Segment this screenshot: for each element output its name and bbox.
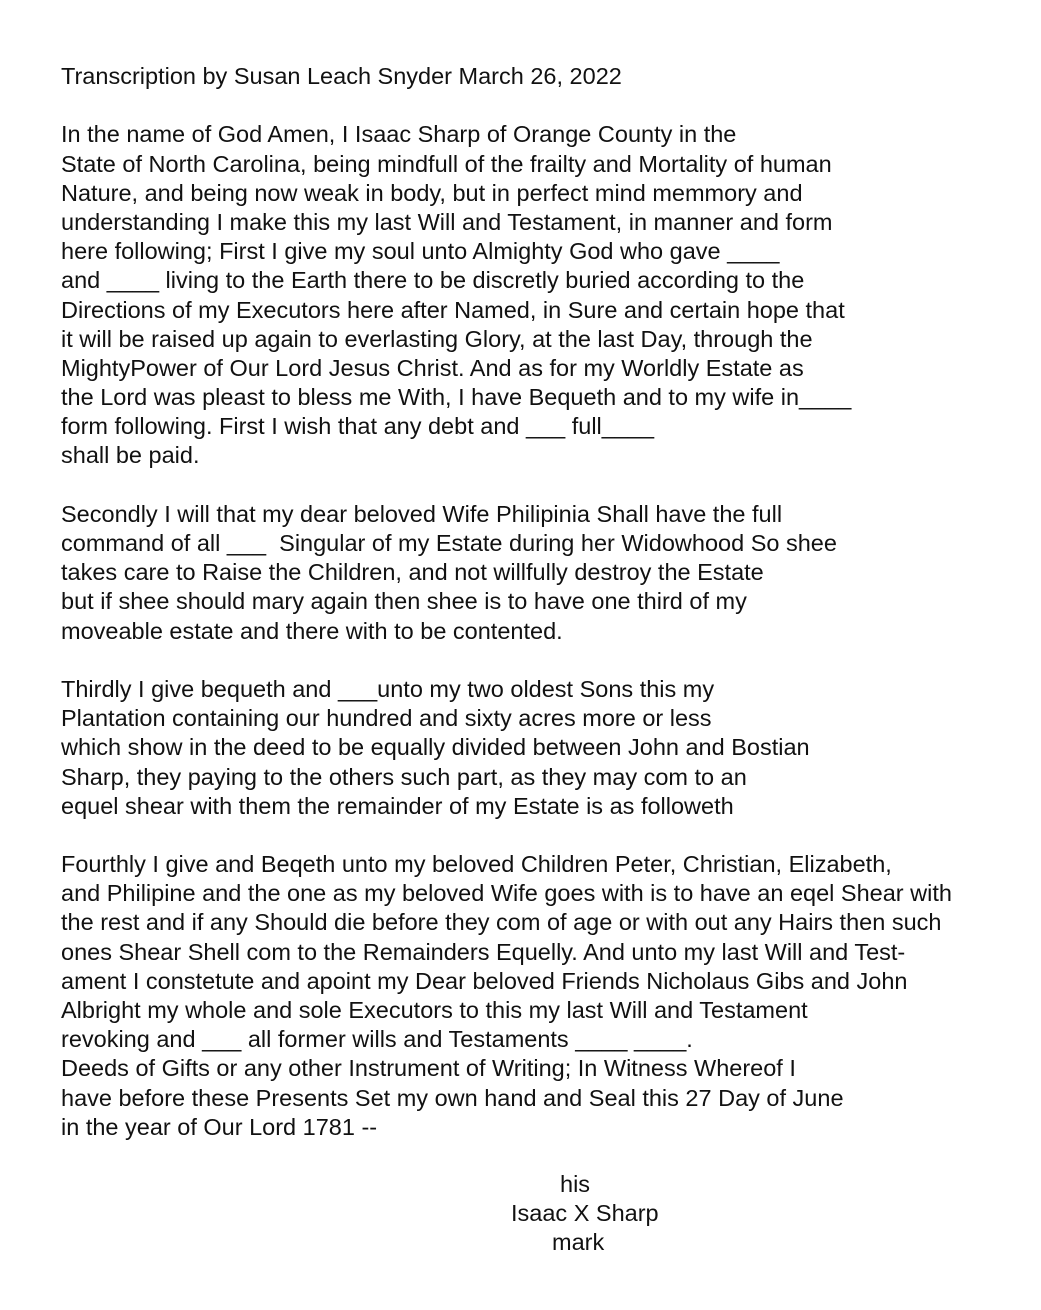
text-line: the Lord was pleast to bless me With, I have Bequeth and to my wife in____ bbox=[61, 384, 852, 411]
text-line: form following. First I wish that any debt and ___ full____ bbox=[61, 413, 655, 440]
paragraph-gap bbox=[61, 646, 1026, 675]
text-line: shall be paid. bbox=[61, 442, 200, 469]
text-line: MightyPower of Our Lord Jesus Christ. And as for my Worldly Estate as bbox=[61, 354, 804, 381]
signature-his: his bbox=[560, 1171, 591, 1197]
text-line: ament I constetute and apoint my Dear beloved Friends Nicholaus Gibs and John bbox=[61, 967, 908, 994]
text-line: understanding I make this my last Will and Testament, in manner and form bbox=[61, 208, 833, 235]
paragraph-gap bbox=[61, 471, 1026, 500]
text-line: Secondly I will that my dear beloved Wife Philipinia Shall have the full bbox=[61, 500, 783, 527]
text-line: it will be raised up again to everlasting Glory, at the last Day, through the bbox=[61, 325, 813, 352]
text-line: State of North Carolina, being mindfull of the frailty and Mortality of human bbox=[61, 150, 832, 177]
paragraph-gap bbox=[61, 91, 1026, 120]
paragraph-gap bbox=[61, 821, 1026, 850]
text-line: Deeds of Gifts or any other Instrument of Writing; In Witness Whereof I bbox=[61, 1055, 796, 1082]
text-line: equel shear with them the remainder of my Estate is as followeth bbox=[61, 792, 734, 819]
text-line: takes care to Raise the Children, and not willfully destroy the Estate bbox=[61, 559, 764, 586]
text-line: Sharp, they paying to the others such part, as they may com to an bbox=[61, 763, 747, 790]
paragraph-4 bbox=[61, 850, 1026, 1142]
text-line: but if shee should mary again then shee is to have one third of my bbox=[61, 588, 747, 615]
paragraph-1 bbox=[61, 120, 1026, 470]
text-line: Thirdly I give bequeth and ___unto my two oldest Sons this my bbox=[61, 675, 715, 702]
text-line: revoking and ___ all former wills and Testaments ____ ____. bbox=[61, 1026, 693, 1053]
text-line: the rest and if any Should die before they com of age or with out any Hairs then such bbox=[61, 909, 942, 936]
signature-name: Isaac X Sharp bbox=[511, 1200, 659, 1227]
text-line: Plantation containing our hundred and sixty acres more or less bbox=[61, 705, 712, 732]
text-line: and Philipine and the one as my beloved Wife goes with is to have an eqel Shear with bbox=[61, 880, 952, 907]
text-line: Directions of my Executors here after Named, in Sure and certain hope that bbox=[61, 296, 845, 323]
paragraph-2 bbox=[61, 500, 1026, 646]
text-line: have before these Presents Set my own hand and Seal this 27 Day of June bbox=[61, 1084, 844, 1111]
text-line: in the year of Our Lord 1781 -- bbox=[61, 1113, 378, 1140]
text-line: Albright my whole and sole Executors to this my last Will and Testament bbox=[61, 997, 808, 1023]
paragraph-3 bbox=[61, 675, 1026, 821]
signature-block bbox=[500, 1170, 660, 1258]
text-line: ones Shear Shell com to the Remainders Equelly. And unto my last Will and Test- bbox=[61, 938, 906, 965]
text-line: here following; First I give my soul unto Almighty God who gave ____ bbox=[61, 238, 780, 265]
text-line: which show in the deed to be equally divided between John and Bostian bbox=[61, 734, 810, 761]
text-line: In the name of God Amen, I Isaac Sharp of Orange County in the bbox=[61, 121, 737, 148]
text-line: moveable estate and there with to be contented. bbox=[61, 617, 563, 644]
text-line: Nature, and being now weak in body, but in perfect mind memmory and bbox=[61, 179, 803, 206]
text-line: and ____ living to the Earth there to be discretly buried according to the bbox=[61, 267, 805, 294]
text-line: Fourthly I give and Beqeth unto my beloved Children Peter, Christian, Elizabeth, bbox=[61, 851, 892, 878]
document-body bbox=[61, 62, 1026, 1142]
transcription-note: Transcription by Susan Leach Snyder March 26, 2022 bbox=[61, 63, 622, 89]
signature-mark: mark bbox=[552, 1229, 605, 1256]
text-line: command of all ___ Singular of my Estate during her Widowhood So shee bbox=[61, 530, 837, 556]
